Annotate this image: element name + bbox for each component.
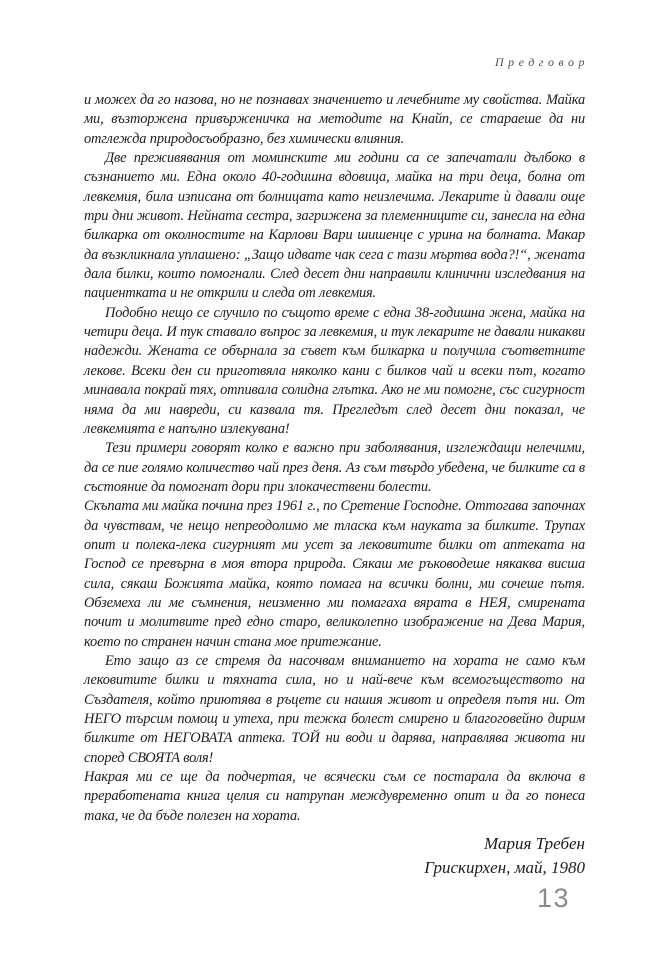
body-paragraph: Две преживявания от моминските ми години са се запечатали дълбоко в съзнанието ми. Една около 40-годишна вдовица, майка на три деца, болна от левкемия, била изписана от болницата като неизлечима. Лекарите ѝ давали още три дни живот. Нейната сестра, загрижена за племенниците си, занесла на една билкарка от околностите на Карлови Вари шишенце с урина на болната. Макар да възкликнала уплашено: „Защо идвате чак сега с тази мъртва вода?!“, жената дала билки, които помогнали. След десет дни направили клинични изследвания на пациентката и не открили и следа от левкемия. — [84, 150, 585, 302]
body-paragraph: Тези примери говорят колко е важно при заболявания, изглеждащи нелечими, да се пие голямо количество чай през деня. Аз съм твърдо убедена, че билките са в състояние да помогнат дори при злокачествени болести. — [84, 440, 585, 495]
signature-block — [84, 832, 585, 880]
body-paragraph: Подобно нещо се случило по същото време с една 38-годишна жена, майка на четири деца. И тук ставало въпрос за левкемия, и тук лекарите не давали никакви надежди. Жената се обърнала за съвет към билкарка и получила съответните лекове. Всеки ден си приготвяла няколко кани с билков чай и всеки път, когато минавала покрай тях, отпивала солидна глътка. Ако не ми помогне, със сигурност няма да ми навреди, си казвала тя. Прегледът след десет дни показал, че левкемията е напълно излекувана! — [84, 304, 585, 437]
signature-author: Мария Требен — [484, 834, 585, 854]
body-paragraph: Ето защо аз се стремя да насочвам вниманието на хората не само към лековитите билки и тяхната сила, но и най-вече към всемогъществото на Създателя, който приютява в ръцете си нашия живот и определя пътя ни. От НЕГО търсим помощ и утеха, при тежка болест смирено и благоговейно дирим билките от НЕГОВАТА аптека. ТОЙ ни води и дарява, направлява живота ни според СВОЯТА воля! — [84, 652, 585, 766]
body-paragraph: Скъпата ми майка почина през 1961 г., по Сретение Господне. Оттогава започнах да чувствам, че нещо непреодолимо ме тласка към науката за билките. Трупах опит и полека-лека сигурният ми усет за лековитите билки от аптеката на Господ се превърна в моя втора природа. Сякаш ме ръководеше някаква висша сила, сякаш Божията майка, която помага на всички болни, ми сочеше пътя. Обземеха ли ме съмнения, неизменно ми помагаха вярата в НЕЯ, смирената почит и молитвите пред едно старо, великолепно изображение на Дева Мария, което по странен начин стана мое притежание. — [84, 498, 585, 650]
signature-place-date: Грискирхен, май, 1980 — [424, 858, 585, 878]
body-paragraph: и можех да го назова, но не познавах значението и лечебните му свойства. Майка ми, възторжена привърженичка на методите на Кнайп, се стараеше да ни отглежда природосъобразно, без химически влияния. — [84, 92, 585, 147]
body-text — [84, 0, 585, 826]
page-number: 13 — [536, 883, 570, 913]
body-paragraph: Накрая ми се ще да подчертая, че всячески съм се постарала да включа в преработената книга целия си натрупан междувременно опит и да го понеса така, че да бъде полезен на хората. — [84, 769, 585, 824]
running-header: Предговор — [495, 55, 589, 69]
